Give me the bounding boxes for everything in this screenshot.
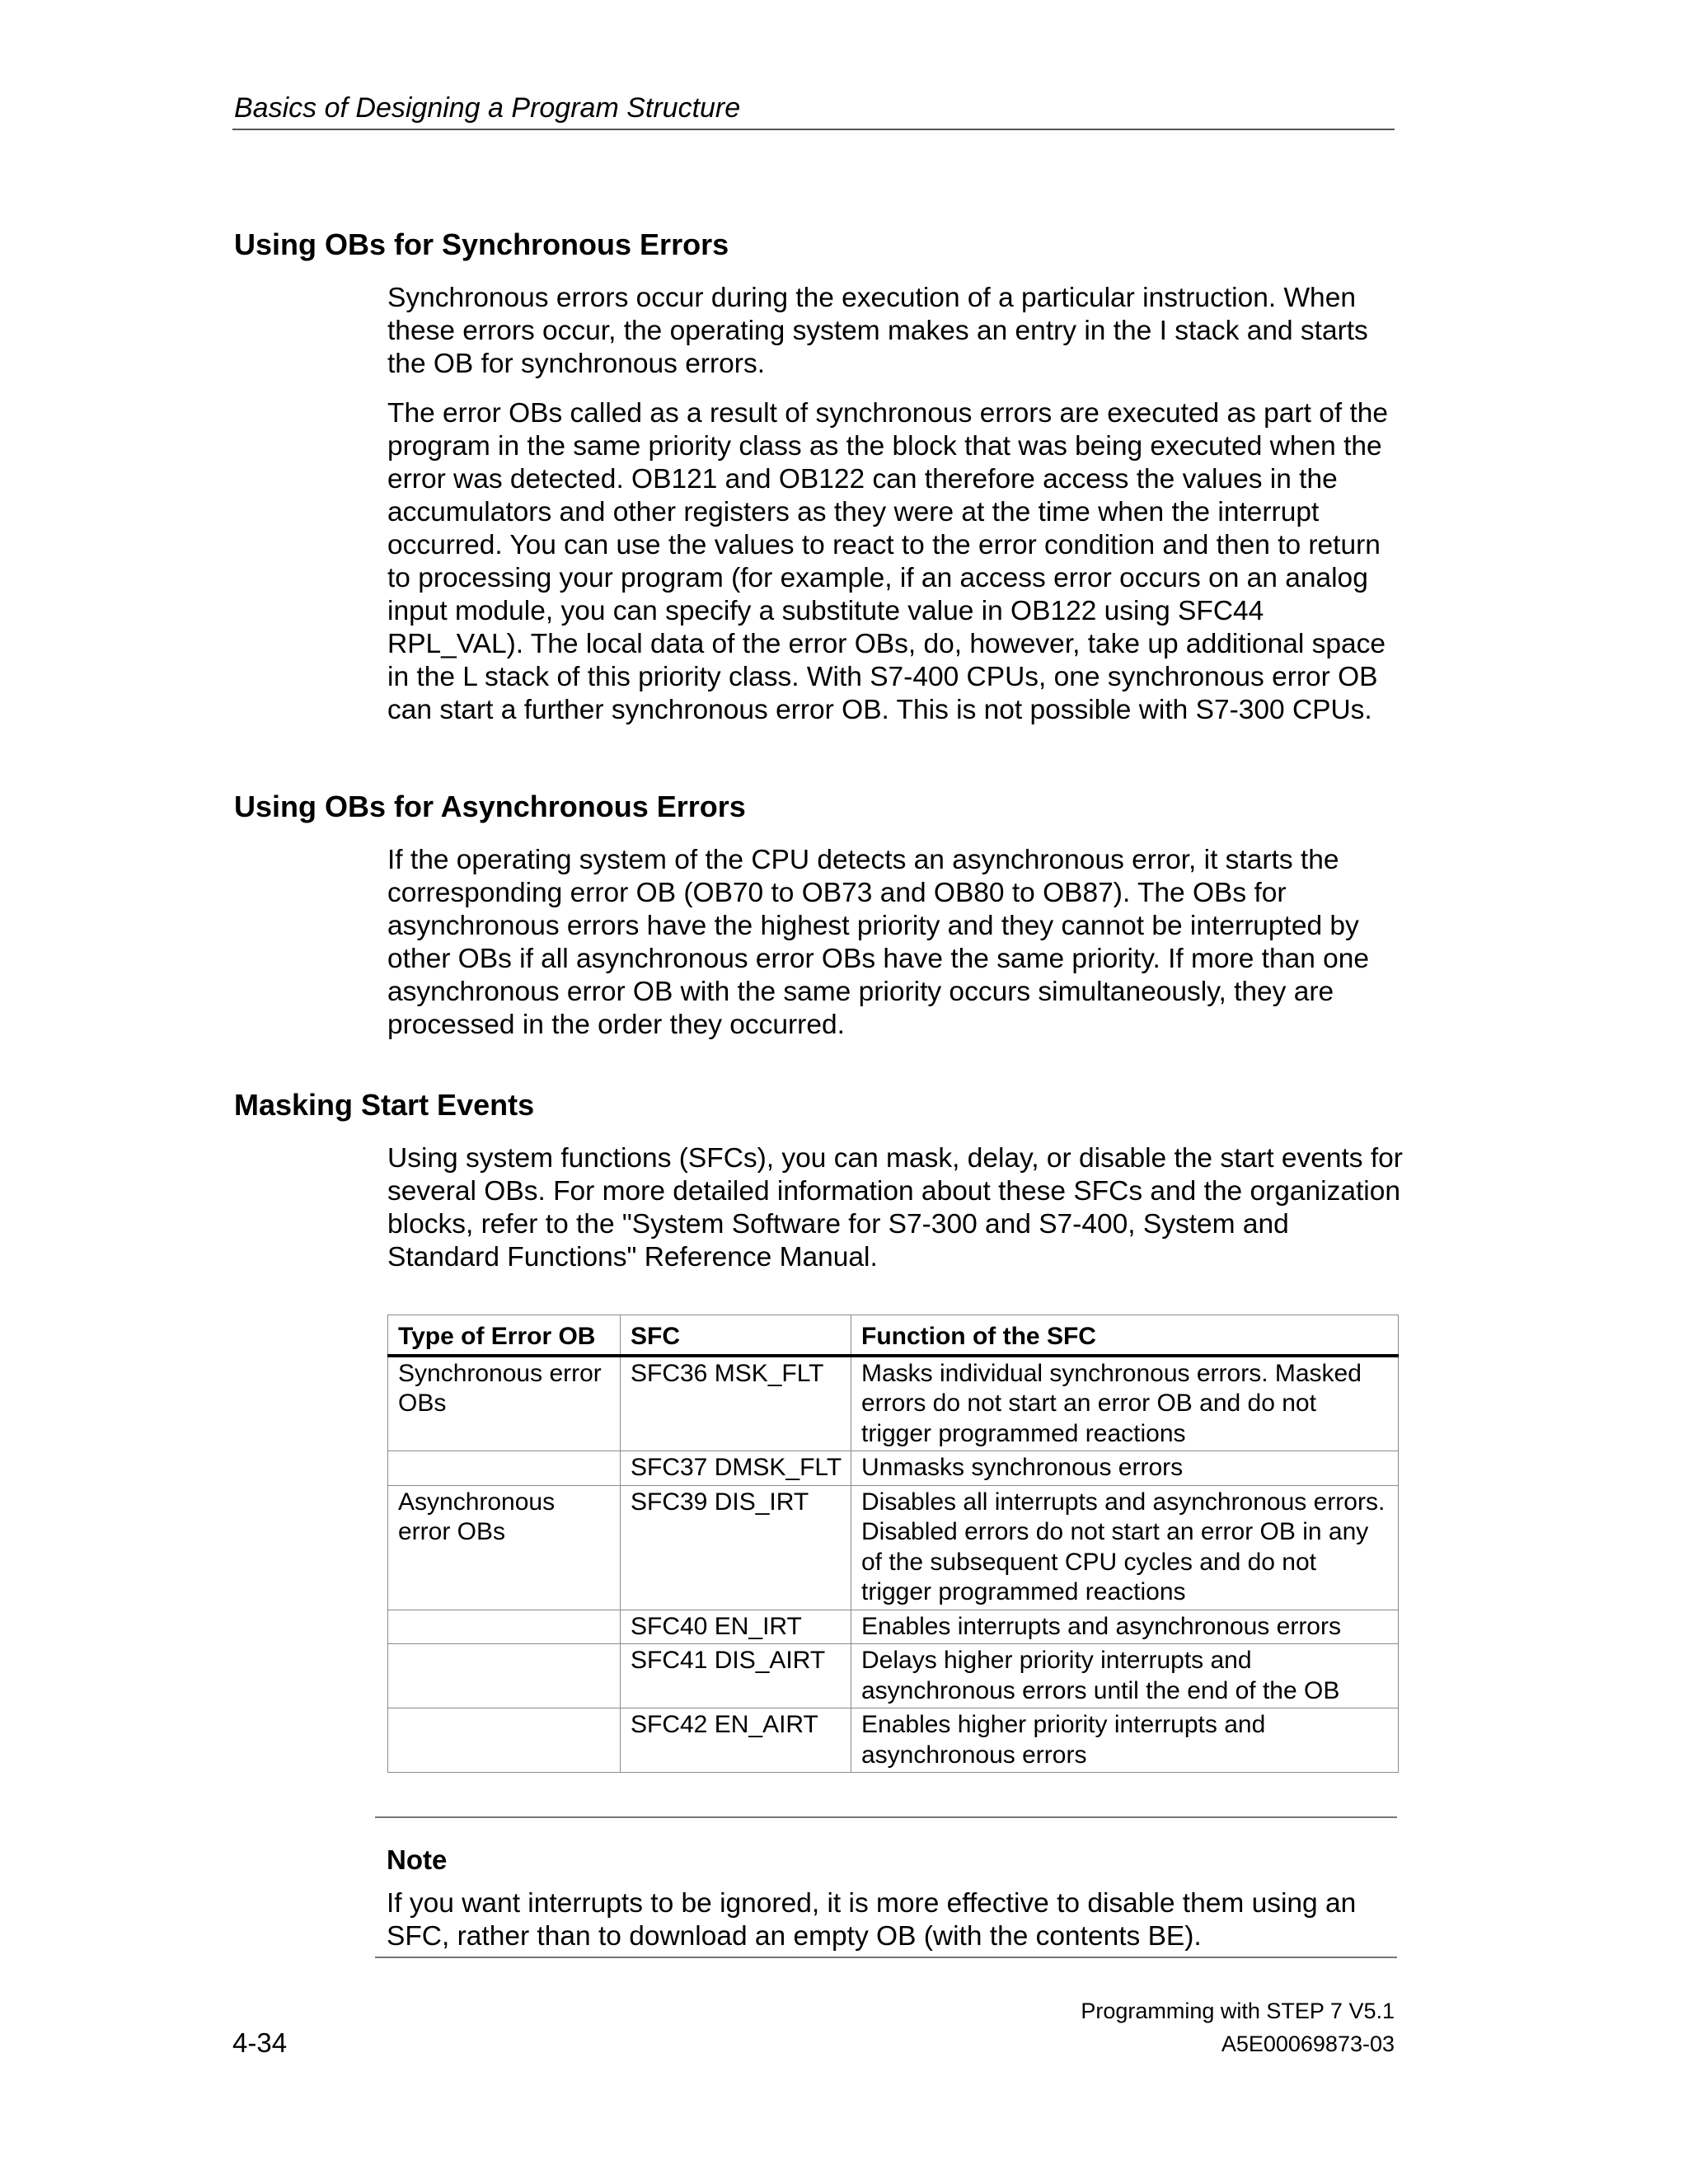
table-row — [388, 1485, 1399, 1610]
footer-info — [1081, 1994, 1395, 2060]
running-title: Basics of Designing a Program Structure — [234, 92, 741, 124]
cell-sfc: SFC41 DIS_AIRT — [621, 1644, 851, 1708]
footer-book-title: Programming with STEP 7 V5.1 — [1081, 1999, 1395, 2023]
column-header-function: Function of the SFC — [851, 1315, 1399, 1356]
paragraph-masking-start-events: Using system functions (SFCs), you can mask, delay, or disable the start events for several OBs. For more detailed information about these SFCs and the organization blocks, refer to the "System Software for S7-300 and S7-400, System and Standard Functions" Reference Manual. — [387, 1143, 1403, 1272]
section-heading-asynchronous-errors: Using OBs for Asynchronous Errors — [234, 790, 746, 823]
page-header — [232, 89, 1395, 130]
sfc-table — [387, 1315, 1399, 1773]
cell-sfc: SFC42 EN_AIRT — [621, 1708, 851, 1773]
section-heading-synchronous-errors: Using OBs for Synchronous Errors — [234, 227, 729, 261]
note-box — [375, 1816, 1397, 1958]
table-row — [388, 1708, 1399, 1773]
cell-error-type — [388, 1708, 621, 1773]
note-text: If you want interrupts to be ignored, it is more effective to disable them using an SFC, rather than to download an empty OB (with the contents BE). — [387, 1888, 1357, 1952]
cell-function: Enables interrupts and asynchronous errors — [851, 1610, 1399, 1644]
cell-function: Enables higher priority interrupts and asynchronous errors — [851, 1708, 1399, 1773]
section-heading-masking-start-events: Masking Start Events — [234, 1088, 535, 1122]
table-header-row — [388, 1315, 1399, 1356]
cell-function: Disables all interrupts and asynchronous errors. Disabled errors do not start an error OB in any of the subsequent CPU cycles and do not trigger programmed reactions — [851, 1485, 1399, 1610]
note-title: Note — [387, 1844, 448, 1875]
table-row — [388, 1644, 1399, 1708]
column-header-type: Type of Error OB — [388, 1315, 621, 1356]
cell-sfc: SFC39 DIS_IRT — [621, 1485, 851, 1610]
cell-sfc: SFC40 EN_IRT — [621, 1610, 851, 1644]
cell-function: Masks individual synchronous errors. Masked errors do not start an error OB and do not trigger programmed reactions — [851, 1356, 1399, 1451]
page-number: 4-34 — [232, 2027, 288, 2058]
cell-error-type — [388, 1644, 621, 1708]
paragraph-asynchronous-errors: If the operating system of the CPU detects an asynchronous error, it starts the corresponding error OB (OB70 to OB73 and OB80 to OB87). The OBs for asynchronous errors have the highest priority and they cannot be interrupted by other OBs if all asynchronous error OBs have the same priority. If more than one asynchronous error OB with the same priority occurs simultaneously, they are processed in the order they occurred. — [387, 845, 1370, 1040]
table-row — [388, 1356, 1399, 1451]
cell-error-type: Asynchronous error OBs — [388, 1485, 621, 1610]
column-header-sfc: SFC — [621, 1315, 851, 1356]
cell-function: Unmasks synchronous errors — [851, 1451, 1399, 1486]
cell-error-type: Synchronous error OBs — [388, 1356, 621, 1451]
footer-doc-number: A5E00069873-03 — [1221, 2032, 1395, 2056]
cell-sfc: SFC36 MSK_FLT — [621, 1356, 851, 1451]
cell-sfc: SFC37 DMSK_FLT — [621, 1451, 851, 1486]
cell-error-type — [388, 1451, 621, 1486]
table-row — [388, 1610, 1399, 1644]
paragraph-synchronous-details: The error OBs called as a result of synchronous errors are executed as part of the program in the same priority class as the block that was being executed when the error was detected. OB121 and OB122 can therefore access the values in the accumulators and other registers as they were at the time when the interrupt occurred. You can use the values to react to the error condition and then to return to processing your program (for example, if an access error occurs on an analog input module, you can specify a substitute value in OB122 using SFC44 RPL_VAL). The local data of the error OBs, do, however, take up additional space in the L stack of this priority class. With S7-400 CPUs, one synchronous error OB can start a further synchronous error OB. This is not possible with S7-300 CPUs. — [387, 398, 1389, 725]
cell-error-type — [388, 1610, 621, 1644]
table-row — [388, 1451, 1399, 1486]
paragraph-synchronous-intro: Synchronous errors occur during the execution of a particular instruction. When these errors occur, the operating system makes an entry in the I stack and starts the OB for synchronous errors. — [387, 283, 1368, 379]
cell-function: Delays higher priority interrupts and asynchronous errors until the end of the OB — [851, 1644, 1399, 1708]
